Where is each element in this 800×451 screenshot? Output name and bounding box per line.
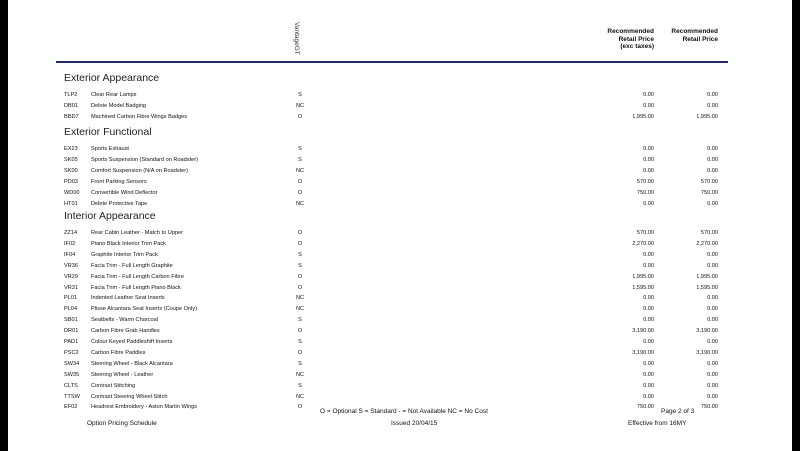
table-row [8, 228, 792, 238]
header-rule [56, 61, 728, 63]
availability-code: O [297, 284, 303, 291]
option-description: Sports Exhaust [91, 146, 129, 152]
price-list-page [8, 0, 792, 451]
option-code: CLTS [64, 382, 78, 389]
option-code: PL01 [64, 295, 78, 302]
option-description: Carbon Fibre Paddles [91, 349, 146, 356]
availability-code: O [297, 404, 303, 411]
availability-code: S [298, 146, 302, 152]
availability-code: NC [295, 306, 305, 313]
option-code: HT01 [64, 200, 78, 207]
legend: O = Optional S = Standard - = Not Available NC = No Cost [320, 408, 488, 415]
availability-code: O [297, 349, 303, 356]
option-description: Piano Black Interior Trim Pack [91, 240, 166, 247]
option-description: Sports Suspension (Standard on Roadster) [91, 156, 198, 163]
price-exc-taxes: 0.00 [643, 262, 654, 269]
option-code: VR29 [64, 273, 78, 280]
price-exc-taxes: 0.00 [643, 102, 654, 109]
option-description: Graphite Interior Trim Pack [91, 251, 158, 258]
table-row [8, 304, 792, 314]
option-description: Seatbelts - Warm Charcoal [91, 317, 158, 324]
retail-price: 1,995.00 [696, 113, 718, 120]
price-exc-taxes: 0.00 [643, 92, 654, 98]
retail-price: 0.00 [707, 156, 718, 163]
retail-price: 0.00 [707, 339, 718, 345]
table-row [8, 359, 792, 369]
table-row [8, 177, 792, 187]
price-exc-taxes: 0.00 [643, 317, 654, 324]
retail-price: 750.00 [700, 189, 718, 196]
price-exc-taxes: 0.00 [643, 371, 654, 378]
retail-price: 1,595.00 [696, 284, 718, 291]
availability-code: S [298, 156, 302, 163]
price-exc-taxes: 0.00 [643, 295, 654, 302]
retail-price: 0.00 [707, 200, 718, 207]
availability-code: S [298, 339, 302, 345]
option-code: PD03 [64, 178, 78, 185]
price-exc-taxes: 0.00 [643, 339, 654, 345]
option-code: SW35 [64, 371, 80, 378]
option-description: Indented Leather Seat Inserts [91, 295, 165, 302]
option-code: TTSW [64, 393, 80, 400]
price-exc-taxes: 3,190.00 [632, 349, 654, 356]
retail-price: 0.00 [707, 167, 718, 174]
retail-price: 0.00 [707, 317, 718, 324]
retail-price: 0.00 [707, 306, 718, 313]
option-code: SB01 [64, 317, 78, 324]
price-column-1-header: Recommended Retail Price (exc taxes) [607, 28, 654, 51]
table-row [8, 272, 792, 282]
price-exc-taxes: 0.00 [643, 306, 654, 313]
retail-price: 570.00 [700, 178, 718, 185]
retail-price: 2,270.00 [696, 240, 718, 247]
option-code: SW34 [64, 360, 80, 367]
option-description: Contrast Steering Wheel Stitch [91, 393, 168, 400]
table-row [8, 101, 792, 111]
price-exc-taxes: 1,995.00 [632, 113, 654, 120]
table-row [8, 348, 792, 358]
option-description: Comfort Suspension (N/A on Roadster) [91, 167, 189, 174]
table-row [8, 188, 792, 198]
availability-code: S [298, 382, 302, 389]
issued-date: Issued 20/04/15 [391, 420, 438, 427]
retail-price: 0.00 [707, 92, 718, 98]
option-description: Delete Protective Tape [91, 200, 148, 207]
availability-code: NC [295, 200, 305, 207]
option-code: BBD7 [64, 113, 79, 120]
availability-code: S [298, 92, 302, 98]
availability-code: NC [295, 295, 305, 302]
option-description: Facia Trim - Full Length Graphite [91, 262, 173, 269]
table-row [8, 337, 792, 347]
price-exc-taxes: 570.00 [636, 178, 654, 185]
retail-price: 0.00 [707, 262, 718, 269]
price-exc-taxes: 0.00 [643, 167, 654, 174]
price-exc-taxes: 750.00 [636, 189, 654, 196]
option-description: Convertible Wind Deflector [91, 189, 158, 196]
retail-price: 0.00 [707, 251, 718, 258]
option-code: PAD1 [64, 339, 79, 345]
table-row [8, 283, 792, 293]
table-row [8, 250, 792, 260]
retail-price: 0.00 [707, 382, 718, 389]
availability-code: NC [295, 371, 305, 378]
option-description: Colour Keyed Paddleshift Inserts [91, 339, 173, 345]
option-code: EF02 [64, 404, 78, 411]
option-description: Machined Carbon Fibre Wings Badges [91, 113, 188, 120]
table-row [8, 155, 792, 165]
option-description: Steering Wheel - Leather [91, 371, 154, 378]
option-code: WD00 [64, 189, 80, 196]
availability-code: NC [295, 167, 305, 174]
section-title: Exterior Functional [64, 126, 152, 138]
page-number: Page 2 of 3 [661, 408, 695, 415]
availability-code: O [297, 189, 303, 196]
option-description: Clear Rear Lamps [91, 92, 137, 98]
availability-code: S [298, 360, 302, 367]
availability-code: O [297, 240, 303, 247]
price-exc-taxes: 750.00 [636, 404, 654, 411]
table-row [8, 199, 792, 209]
availability-code: NC [295, 102, 305, 109]
availability-code: O [297, 178, 303, 185]
option-description: Carbon Fibre Grab Handles [91, 328, 160, 335]
retail-price: 0.00 [707, 360, 718, 367]
table-row [8, 90, 792, 100]
availability-code: O [297, 230, 303, 236]
table-row [8, 392, 792, 402]
model-column-header: VantageGT [293, 22, 300, 55]
option-code: SK00 [64, 167, 78, 174]
table-row [8, 112, 792, 122]
option-code: PL04 [64, 306, 78, 313]
price-exc-taxes: 1,995.00 [632, 273, 654, 280]
option-code: EX23 [64, 146, 78, 152]
retail-price: 0.00 [707, 295, 718, 302]
price-exc-taxes: 0.00 [643, 360, 654, 367]
price-exc-taxes: 0.00 [643, 200, 654, 207]
option-code: PSC2 [64, 349, 79, 356]
schedule-title: Option Pricing Schedule [87, 420, 157, 427]
option-code: DR01 [64, 328, 79, 335]
availability-code: S [298, 262, 302, 269]
section-title: Interior Appearance [64, 210, 156, 222]
option-code: TLP2 [64, 92, 78, 98]
availability-code: O [297, 273, 303, 280]
retail-price: 570.00 [700, 230, 718, 236]
availability-code: S [298, 251, 302, 258]
option-description: Rear Cabin Leather - Match to Upper [91, 230, 184, 236]
table-row [8, 381, 792, 391]
availability-code: O [297, 328, 303, 335]
option-code: IF04 [64, 251, 76, 258]
option-description: Facia Trim - Full Length Carbon Fibre [91, 273, 184, 280]
option-description: Facia Trim - Full Length Piano Black [91, 284, 181, 291]
option-code: IF02 [64, 240, 76, 247]
retail-price: 0.00 [707, 393, 718, 400]
option-description: Plisse Alcantara Seat Inserts (Coupe Only) [91, 306, 198, 313]
availability-code: S [298, 317, 302, 324]
section-title: Exterior Appearance [64, 72, 160, 84]
table-row [8, 315, 792, 325]
retail-price: 0.00 [707, 102, 718, 109]
retail-price: 750.00 [700, 404, 718, 411]
option-code: VR36 [64, 262, 78, 269]
price-exc-taxes: 0.00 [643, 156, 654, 163]
retail-price: 3,190.00 [696, 349, 718, 356]
option-code: DB01 [64, 102, 78, 109]
retail-price: 1,995.00 [696, 273, 718, 280]
price-exc-taxes: 1,595.00 [632, 284, 654, 291]
option-description: Delete Model Badging [91, 102, 147, 109]
retail-price: 0.00 [707, 371, 718, 378]
price-exc-taxes: 0.00 [643, 146, 654, 152]
price-exc-taxes: 0.00 [643, 393, 654, 400]
option-code: VR31 [64, 284, 78, 291]
option-description: Contrast Stitching [91, 382, 136, 389]
table-row [8, 144, 792, 154]
retail-price: 3,190.00 [696, 328, 718, 335]
option-code: SK05 [64, 156, 78, 163]
table-row [8, 166, 792, 176]
price-exc-taxes: 2,270.00 [632, 240, 654, 247]
availability-code: O [297, 113, 303, 120]
availability-code: NC [295, 393, 305, 400]
option-description: Front Parking Sensors [91, 178, 147, 185]
option-description: Steering Wheel - Black Alcantara [91, 360, 173, 367]
table-row [8, 239, 792, 249]
retail-price: 0.00 [707, 146, 718, 152]
effective-from: Effective from 16MY [628, 420, 687, 427]
price-exc-taxes: 0.00 [643, 251, 654, 258]
table-row [8, 326, 792, 336]
table-row [8, 261, 792, 271]
price-exc-taxes: 570.00 [636, 230, 654, 236]
table-row [8, 293, 792, 303]
price-column-2-header: Recommended Retail Price [671, 28, 718, 43]
option-code: ZZ14 [64, 230, 78, 236]
price-exc-taxes: 3,190.00 [632, 328, 654, 335]
price-exc-taxes: 0.00 [643, 382, 654, 389]
option-description: Headrest Embroidery - Aston Martin Wings [91, 404, 198, 411]
table-row [8, 370, 792, 380]
